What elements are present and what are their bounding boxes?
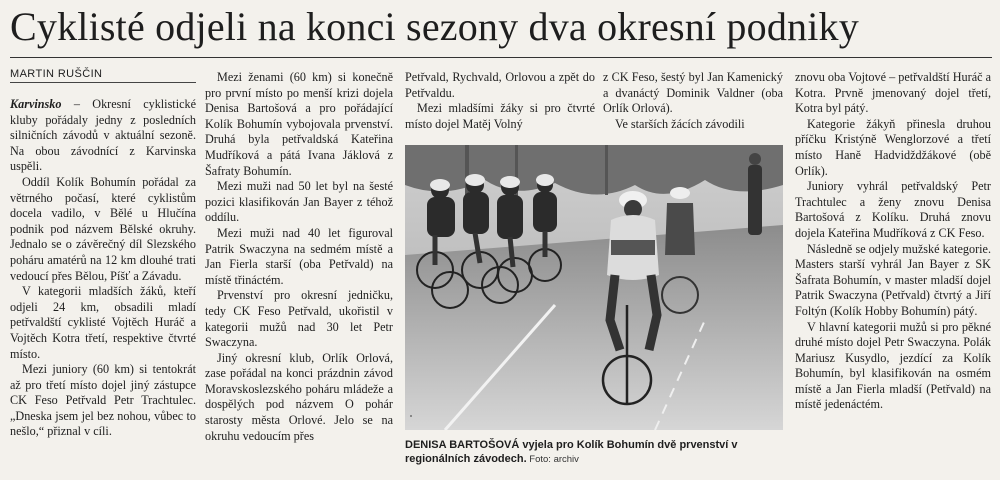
paragraph: Následně se odjely mužské kategorie. Masters starší vyhrál Jan Bayer z SK Šafrata Bohumín, v master mladší dojel Patrik Swaczyna (Petřvald) čtvrtý a Jiří Foltýn (Kolík Hobby Bohumín) pátý. xyxy=(795,241,991,318)
paragraph: V hlavní kategorii mužů si pro pěkné druhé místo dojel Petr Swaczyna. Polák Mariusz Kusydlo, jezdící za Kolík Bohumín, byl klasifikován na osmém místě a Jan Fierla mladší (Petřvald) na místě jedenáctém. xyxy=(795,319,991,412)
paragraph: Ve starších žácích závodili xyxy=(615,116,745,131)
headline: Cyklisté odjeli na konci sezony dva okresní podniky xyxy=(10,4,859,49)
dateline: Karvinsko xyxy=(10,97,62,111)
paragraph: Prvenství pro okresní jedničku, tedy CK Feso Petřvald, ukořistil v kategorii mužů nad 30 let Petr Swaczyna. xyxy=(205,288,393,350)
caption-name: DENISA BARTOŠOVÁ xyxy=(405,439,520,451)
column-1 xyxy=(10,97,196,440)
paragraph: V kategorii mladších žáků, kteří odjeli 24 km, obsadili mladí petřvaldští cyklisté Vojtěch Huráč a Vojtěch Kotra třetí, respektive čtvrté místo. xyxy=(10,284,196,361)
paragraph: Mezi muži nad 40 let figuroval Patrik Swaczyna na sedmém místě a Jan Fierla starší (oba Petřvald) na místě třináctém. xyxy=(205,225,393,287)
cyclists-image xyxy=(405,145,783,430)
byline: MARTIN RUŠČIN xyxy=(10,67,196,83)
paragraph: Oddíl Kolík Bohumín pořádal za větrného počasí, které cyklistům docela vadilo, v Bělé u Hlučína podnik pod názvem Bělské okruhy. Jednalo se o závěrečný díl Slezského poháru amatérů na 12 km dlouhé trati vedoucí přes Bělou, Píšť a Závadu. xyxy=(10,174,196,283)
photo-caption xyxy=(405,438,785,467)
column-5 xyxy=(795,70,991,413)
column-3 xyxy=(405,70,595,132)
column-2 xyxy=(205,70,393,444)
paragraph: Juniory vyhrál petřvaldský Petr Trachtulec a ženy znovu Denisa Bartošová z Kolíku. Druhá znovu dojela Kateřina Mudříková z CK Feso. xyxy=(795,179,991,240)
caption-text: vyjela pro Kolík Bohumín dvě prvenství v regionálních závodech. xyxy=(405,439,738,465)
paragraph: Kategorie žákyň přinesla druhou příčku Kristýně Wenglorzové a třetí místo Haně Hadvidždžákové (obě Orlík). xyxy=(795,116,991,178)
photo-credit: Foto: archiv xyxy=(526,454,579,465)
paragraph: Mezi ženami (60 km) si konečně pro první místo po menší krizi dojela Denisa Bartošová a pro pořádající Kolík Bohumín vybojovala prvenství. Druhá byla petřvaldská Kateřina Mudříková a pátá Ivana Jáklová z Šafraty Bohumín. xyxy=(205,70,393,178)
paragraph: Petřvald, Rychvald, Orlovou a zpět do Petřvaldu. xyxy=(405,70,595,100)
paragraph: Mezi muži nad 50 let byl na šesté pozici klasifikován Jan Bayer z téhož oddílu. xyxy=(205,179,393,225)
race-photo xyxy=(405,145,783,430)
lead-paragraph: Karvinsko – Okresní cyklistické kluby pořádaly jedny z posledních silničních závodů v aktuální sezoně. Na obou závodnící z Karvinska uspěli. xyxy=(10,97,196,174)
paragraph: Jiný okresní klub, Orlík Orlová, zase pořádal na konci prázdnin závod Moravskoslezského poháru mládeže a dospělých pod názvem O pohár starosty města Orlové. Jelo se na okruhu vedoucím přes xyxy=(205,350,393,443)
column-4 xyxy=(603,70,783,132)
paragraph: Mezi juniory (60 km) si tentokrát až pro třetí místo dojel jiný zástupce CK Feso Petřvald Petr Trachtulec. „Dneska jsem jel bez nohou, vůbec to nešlo,“ přiznal v cíli. xyxy=(10,362,196,439)
paragraph: Mezi mladšími žáky si pro čtvrté místo dojel Matěj Volný xyxy=(405,101,595,131)
headline-rule xyxy=(10,57,992,58)
paragraph: znovu oba Vojtové – petřvaldští Huráč a Kotra. Prvně jmenovaný dojel třetí, Kotra byl pátý. xyxy=(795,70,991,116)
paragraph: z CK Feso, šestý byl Jan Kamenický a dvanáctý Dominik Valdner (oba Orlík Orlová). xyxy=(603,70,783,116)
